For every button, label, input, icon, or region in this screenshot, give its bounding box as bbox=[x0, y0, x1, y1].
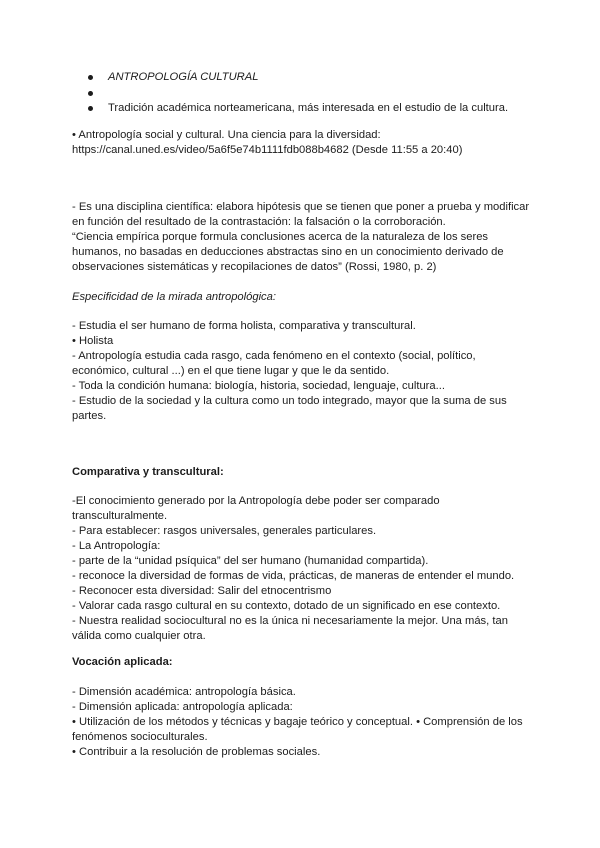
text-line: en función del resultado de la contrastación: la falsación o la corroboración. bbox=[72, 216, 446, 228]
text-line: - Dimensión aplicada: antropología aplicada: bbox=[72, 701, 293, 713]
section-heading: Comparativa y transcultural: bbox=[72, 466, 224, 478]
text-line: válida como cualquier otra. bbox=[72, 630, 206, 642]
text-line: - reconoce la diversidad de formas de vida, prácticas, de maneras de entender el mundo. bbox=[72, 570, 515, 582]
text-line: - La Antropología: bbox=[72, 540, 161, 552]
text-line: - Antropología estudia cada rasgo, cada fenómeno en el contexto (social, político, bbox=[72, 350, 476, 362]
applied-heading-block bbox=[72, 655, 542, 670]
text-line: • Utilización de los métodos y técnicas y bagaje teórico y conceptual. • Comprensión de los bbox=[72, 716, 523, 728]
comparative-heading-block bbox=[72, 465, 542, 480]
specificity-section bbox=[72, 319, 542, 424]
bullet-item: ANTROPOLOGÍA CULTURAL bbox=[88, 70, 528, 86]
bullet-dot-icon bbox=[88, 91, 93, 96]
text-line: • Holista bbox=[72, 335, 114, 347]
text-line: humanos, no basadas en deducciones abstractas sino en un conocimiento derivado de bbox=[72, 246, 504, 258]
text-line: fenómenos socioculturales. bbox=[72, 731, 208, 743]
text-line: - Estudio de la sociedad y la cultura como un todo integrado, mayor que la suma de sus bbox=[72, 395, 507, 407]
intro-bullet-list bbox=[88, 70, 528, 117]
section-heading: Especificidad de la mirada antropológica: bbox=[72, 291, 276, 303]
video-link: https://canal.uned.es/video/5a6f5e74b1111fdb088b4682 (Desde 11:55 a 20:40) bbox=[72, 144, 463, 156]
text-line: observaciones sistemáticas y recopilaciones de datos” (Rossi, 1980, p. 2) bbox=[72, 261, 437, 273]
science-paragraph bbox=[72, 200, 542, 275]
text-line: económico, cultural ...) en el que tiene lugar y que le da sentido. bbox=[72, 365, 390, 377]
text-line: - Valorar cada rasgo cultural en su contexto, dotado de un significado en ese contexto. bbox=[72, 600, 501, 612]
text-line: partes. bbox=[72, 410, 107, 422]
text-line: - parte de la “unidad psíquica” del ser humano (humanidad compartida). bbox=[72, 555, 429, 567]
text-line: - Estudia el ser humano de forma holista, comparativa y transcultural. bbox=[72, 320, 416, 332]
bullet-item bbox=[88, 86, 528, 102]
video-title: • Antropología social y cultural. Una ciencia para la diversidad: bbox=[72, 129, 381, 141]
text-line: transculturalmente. bbox=[72, 510, 168, 522]
text-line: - Toda la condición humana: biología, historia, sociedad, lenguaje, cultura... bbox=[72, 380, 445, 392]
video-reference bbox=[72, 128, 542, 158]
text-line: - Nuestra realidad sociocultural no es la única ni necesariamente la mejor. Una más, tan bbox=[72, 615, 508, 627]
text-line: -El conocimiento generado por la Antropología debe poder ser comparado bbox=[72, 495, 440, 507]
text-line: • Contribuir a la resolución de problemas sociales. bbox=[72, 746, 321, 758]
bullet-dot-icon bbox=[88, 106, 93, 111]
text-line: - Reconocer esta diversidad: Salir del etnocentrismo bbox=[72, 585, 332, 597]
applied-section bbox=[72, 685, 542, 760]
text-line: - Es una disciplina científica: elabora hipótesis que se tienen que poner a prueba y modificar bbox=[72, 201, 530, 213]
bullet-item: Tradición académica norteamericana, más interesada en el estudio de la cultura. bbox=[88, 101, 528, 117]
text-line: “Ciencia empírica porque formula conclusiones acerca de la naturaleza de los seres bbox=[72, 231, 489, 243]
text-line: - Dimensión académica: antropología básica. bbox=[72, 686, 296, 698]
section-heading: Vocación aplicada: bbox=[72, 656, 173, 668]
comparative-section bbox=[72, 494, 542, 644]
bullet-dot-icon bbox=[88, 75, 93, 80]
specificity-heading-block bbox=[72, 290, 542, 305]
text-line: - Para establecer: rasgos universales, generales particulares. bbox=[72, 525, 377, 537]
